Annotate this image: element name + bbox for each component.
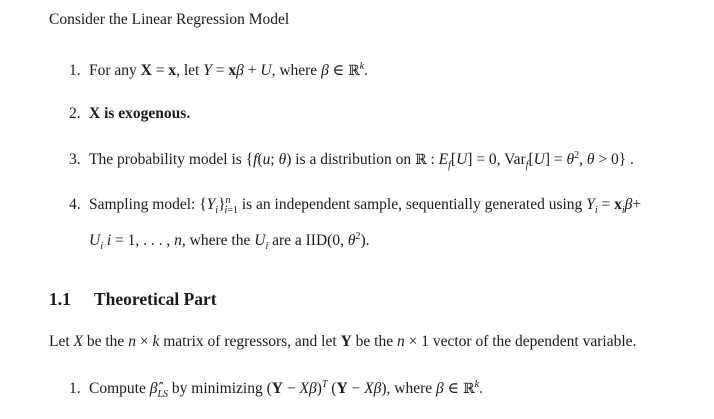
- assumption-4: 4. Sampling model: $\{Y_i\}^n_{i=1}$ is an independent sample, sequentially generated using $Y_i = x_i\beta+$: [69, 194, 642, 217]
- intro-text: Consider the Linear Regression Model: [49, 11, 290, 28]
- task-1: 1. Compute $\betâ_{LS}$ by minimizing $(Y - X\beta)^T$ (Y − Xβ), where β ∈ ℝ$^k$.: [69, 378, 483, 401]
- section-paragraph: Let X be the n × k matrix of regressors, and let Y be the n × 1 vector of the dependent variable.: [49, 333, 637, 350]
- assumption-1: 1. For any X = x, let Y = xβ + U, where β ∈ ℝ$^k$.: [69, 60, 368, 79]
- assumption-3: 3. The probability model is {f(u; θ) is a distribution on ℝ : $E_f[U] = 0$, $Var_f[U] = \theta^2$, θ > 0} .: [69, 149, 634, 172]
- section-heading: 1.1 Theoretical Part: [49, 289, 217, 309]
- assumption-4-continued: $U_i$ i = 1, . . . , n, where the $U_i$ are a IID(0, $\theta^2$).: [89, 230, 370, 253]
- assumption-2: 2. X is exogenous.: [69, 105, 191, 122]
